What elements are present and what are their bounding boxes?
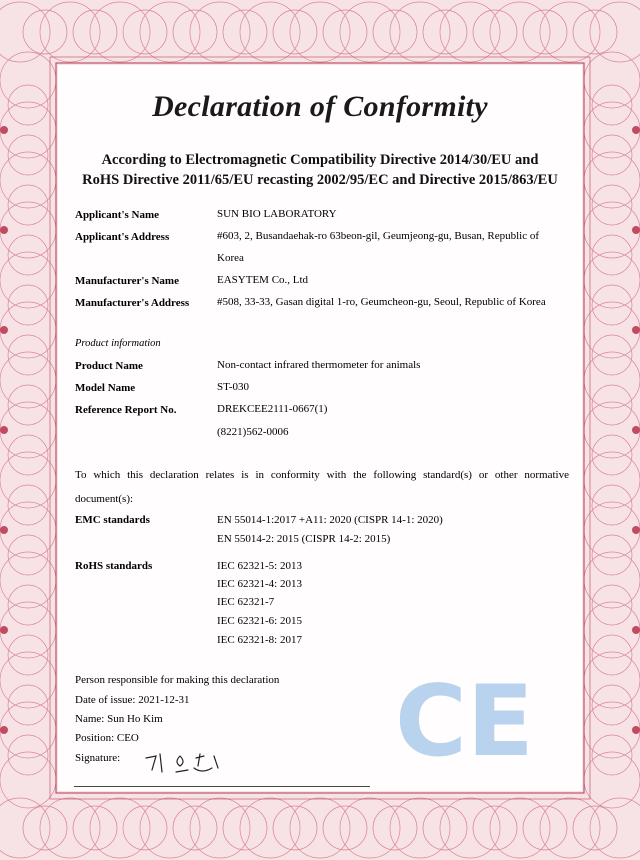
emc-standards-label: EMC standards: [75, 514, 150, 526]
applicant-address-line-1: #603, 2, Busandaehak-ro 63beon-gil, Geumjeong-gu, Busan, Republic of: [217, 230, 539, 242]
product-name-value: Non-contact infrared thermometer for animals: [217, 359, 421, 371]
signature-label: Signature:: [75, 752, 121, 764]
signature-line: [74, 786, 370, 787]
responsible-position: Position: CEO: [75, 732, 139, 744]
manufacturer-name-value: EASYTEM Co., Ltd: [217, 274, 309, 286]
model-name-label: Model Name: [75, 382, 136, 394]
rohs-standard-3: IEC 62321-7: [217, 596, 275, 608]
ce-mark-text: CE: [395, 675, 534, 765]
applicant-address-line-2: Korea: [217, 252, 244, 264]
reference-report-value-2: (8221)562-0006: [217, 426, 289, 438]
product-name-label: Product Name: [75, 360, 143, 372]
date-of-issue: Date of issue: 2021-12-31: [75, 694, 190, 706]
manufacturer-address-label: Manufacturer's Address: [75, 297, 190, 309]
page-title: Declaration of Conformity: [152, 90, 488, 123]
applicant-name-label: Applicant's Name: [75, 209, 160, 221]
subtitle-line-2: RoHS Directive 2011/65/EU recasting 2002/95/EC and Directive 2015/863/EU: [82, 172, 558, 188]
declaration-line-2: document(s):: [75, 493, 134, 505]
declaration-text: [75, 463, 569, 511]
rohs-standard-4: IEC 62321-6: 2015: [217, 615, 302, 627]
handwritten-signature: [140, 748, 250, 780]
reference-report-value: DREKCEE2111-0667(1): [217, 403, 328, 415]
applicant-address-label: Applicant's Address: [75, 231, 170, 243]
product-section-label: Product information: [75, 338, 161, 349]
rohs-standard-5: IEC 62321-8: 2017: [217, 634, 302, 646]
rohs-standards-label: RoHS standards: [75, 560, 153, 572]
subtitle-line-1: According to Electromagnetic Compatibility Directive 2014/30/EU and: [101, 152, 539, 168]
reference-report-label: Reference Report No.: [75, 404, 177, 416]
directive-subtitle: [70, 150, 570, 190]
applicant-name-value: SUN BIO LABORATORY: [217, 208, 337, 220]
rohs-standard-1: IEC 62321-5: 2013: [217, 560, 302, 572]
declaration-line-1: To which this declaration relates is in conformity with the following standard(s) or other normative: [75, 469, 569, 481]
model-name-value: ST-030: [217, 381, 249, 393]
manufacturer-name-label: Manufacturer's Name: [75, 275, 179, 287]
emc-standard-2: EN 55014-2: 2015 (CISPR 14-2: 2015): [217, 533, 391, 545]
emc-standard-1: EN 55014-1:2017 +A11: 2020 (CISPR 14-1: 2020): [217, 514, 443, 526]
rohs-standard-2: IEC 62321-4: 2013: [217, 578, 302, 590]
ce-mark-logo: [395, 675, 555, 765]
manufacturer-address-value: #508, 33-33, Gasan digital 1-ro, Geumcheon-gu, Seoul, Republic of Korea: [217, 296, 546, 308]
responsible-name: Name: Sun Ho Kim: [75, 713, 163, 725]
responsible-heading: Person responsible for making this declaration: [75, 674, 280, 686]
